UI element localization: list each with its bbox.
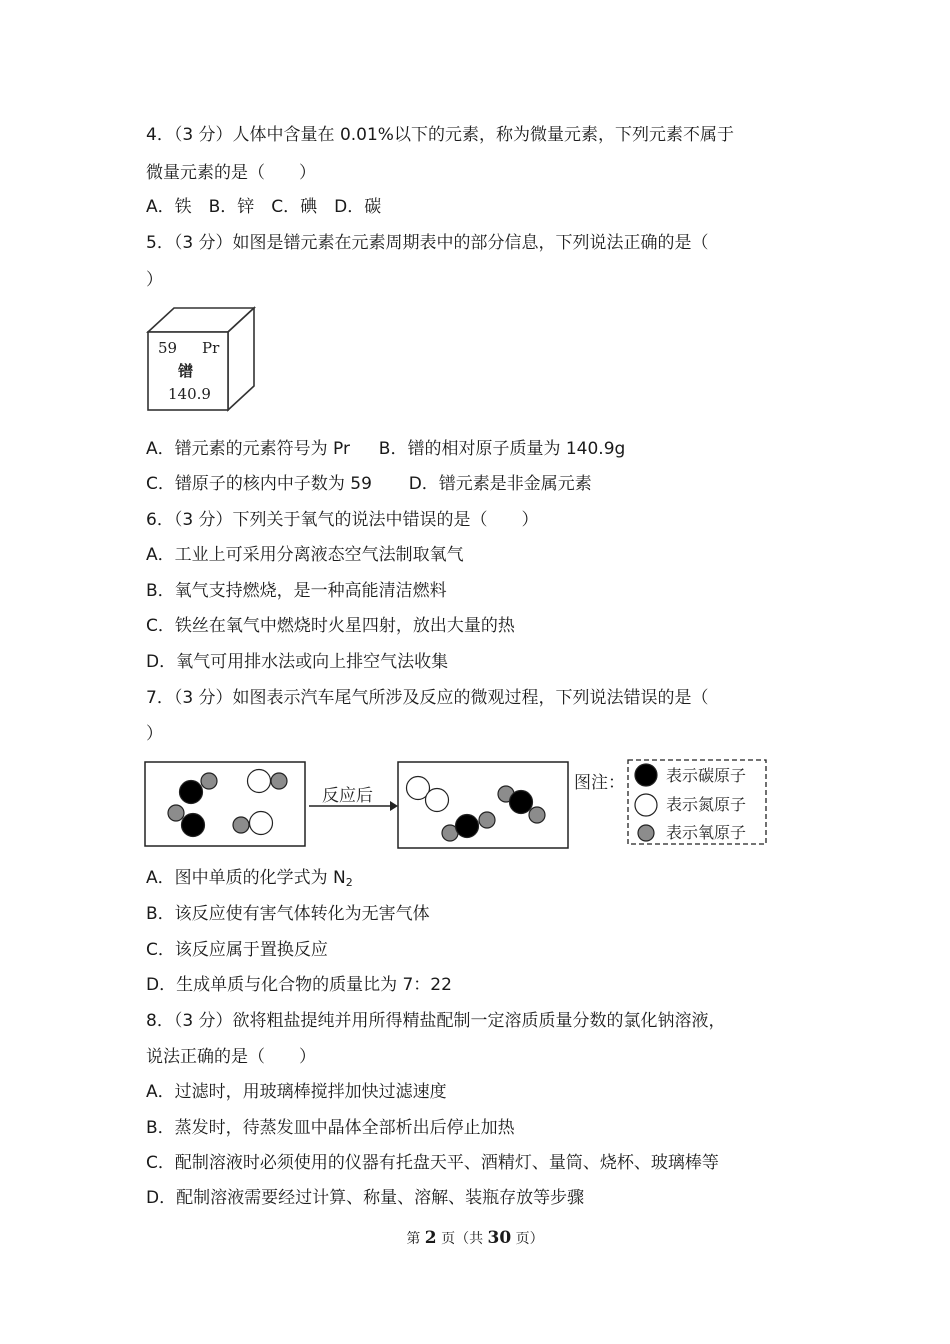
nitrogen-atom-icon [635,794,657,816]
q7-stem-line1: 7．（3 分）如图表示汽车尾气所涉及反应的微观过程，下列说法错误的是（ [146,688,709,708]
q5-option-b: B．镨的相对原子质量为 140.9g [378,439,626,459]
legend-title: 图注： [574,773,625,793]
q8-option-b: B．蒸发时，待蒸发皿中晶体全部析出后停止加热 [146,1118,515,1138]
element-number: 59 [158,339,178,357]
footer-suffix: 页） [511,1231,544,1247]
carbon-atom-icon [635,764,657,786]
q7-option-d: D．生成单质与化合物的质量比为 7：22 [146,975,452,995]
q8-stem-line1: 8．（3 分）欲将粗盐提纯并用所得精盐配制一定溶质质量分数的氯化钠溶液， [146,1011,726,1031]
element-symbol: Pr [202,339,220,357]
legend-oxygen: 表示氧原子 [666,823,747,842]
q5-stem-line1: 5．（3 分）如图是镨元素在元素周期表中的部分信息，下列说法正确的是（ [146,233,709,253]
q8-option-c: C．配制溶液时必须使用的仪器有托盘天平、酒精灯、量筒、烧杯、玻璃棒等 [146,1153,719,1173]
q5-options-row2 [146,473,592,495]
q8-stem-line2: 说法正确的是（ ） [146,1047,316,1067]
q8-option-d: D．配制溶液需要经过计算、称量、溶解、装瓶存放等步骤 [146,1188,585,1208]
q7-option-c: C．该反应属于置换反应 [146,940,328,960]
q4-options: A．铁 B．锌 C．碘 D．碳 [146,197,382,217]
oxygen-atom-icon [638,825,654,841]
q5-option-c: C．镨原子的核内中子数为 59 [146,474,372,494]
legend-carbon: 表示碳原子 [666,766,747,785]
q5-stem-line2: ） [146,270,163,290]
q7-option-a [146,867,353,894]
element-name: 镨 [178,362,194,380]
reaction-diagram [144,758,774,854]
q7-option-b: B．该反应使有害气体转化为无害气体 [146,904,430,924]
products-box [398,762,568,848]
q7-stem-line2: ） [146,724,163,744]
q6-option-a: A．工业上可采用分离液态空气法制取氧气 [146,545,464,565]
q6-option-c: C．铁丝在氧气中燃烧时火星四射，放出大量的热 [146,616,515,636]
page-number: 2 [424,1228,437,1248]
q7-option-a-subscript: 2 [345,876,353,889]
legend-nitrogen: 表示氮原子 [666,795,747,814]
q7-option-a-text: A．图中单质的化学式为 N [146,868,346,888]
page-footer [0,1228,950,1248]
q4-stem-line1: 4．（3 分）人体中含量在 0.01%以下的元素，称为微量元素，下列元素不属于 [146,125,734,145]
arrow-label: 反应后 [322,786,373,806]
footer-middle: 页（共 [436,1231,488,1247]
q6-option-b: B．氧气支持燃烧，是一种高能清洁燃料 [146,581,447,601]
q5-options-row1 [146,438,625,460]
footer-prefix: 第 [406,1231,425,1247]
arrow-icon [390,801,398,811]
element-mass: 140.9 [168,385,211,403]
q4-stem-line2: 微量元素的是（ ） [146,163,316,183]
q6-option-d: D．氧气可用排水法或向上排空气法收集 [146,652,449,672]
q6-stem: 6．（3 分）下列关于氧气的说法中错误的是（ ） [146,510,539,530]
q8-option-a: A．过滤时，用玻璃棒搅拌加快过滤速度 [146,1082,447,1102]
q5-option-a: A．镨元素的元素符号为 Pr [146,439,350,459]
element-card-figure [146,306,258,414]
total-pages: 30 [487,1228,512,1248]
q5-option-d: D．镨元素是非金属元素 [408,474,592,494]
